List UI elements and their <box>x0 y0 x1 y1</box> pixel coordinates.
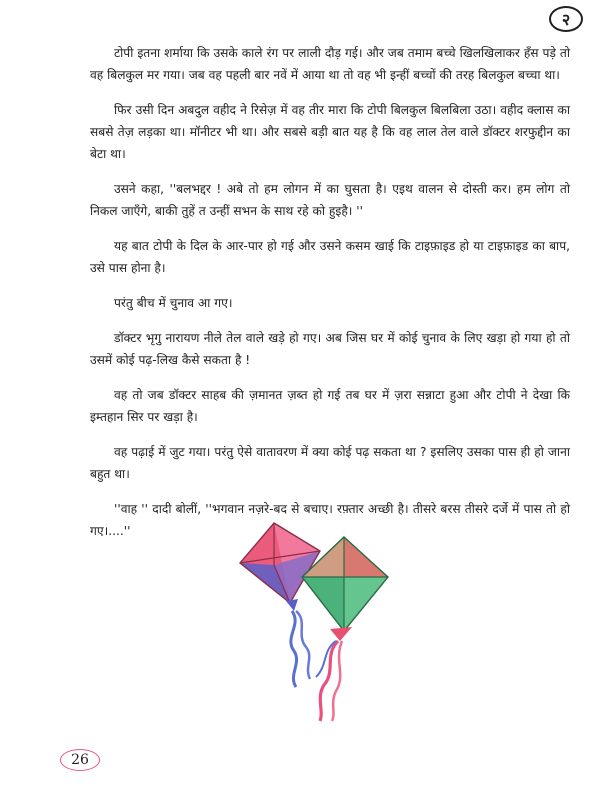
paragraph-8: वह पढ़ाई में जुट गया। परंतु ऐसे वातावरण में क्या कोई पढ़ सकता था ? इसलिए उसका पास ही हो जाना बहुत था। <box>90 445 570 481</box>
left-kite <box>240 523 320 687</box>
paragraph-3: उसने कहा, ''बलभद्दर ! अबे तो हम लोगन में का घुसता है। एइथ वालन से दोस्ती कर। हम लोग तो निकल जाएँगे, बाकी तुहें त उन्हीं सभन के साथ रहे को हुइहै। '' <box>90 182 570 218</box>
paragraph-6: डॉक्टर भृगु नारायण नीले तेल वाले खड़े हो गए। अब जिस घर में कोई चुनाव के लिए खड़ा हो गया हो तो उसमें कोई पढ़-लिख कैसे सकता है ! <box>90 331 570 367</box>
paragraph-1: टोपी इतना शर्माया कि उसके काले रंग पर लाली दौड़ गई। और जब तमाम बच्चे खिलखिलाकर हँस पड़े तो वह बिलकुल मर गया। जब वह पहली बार नवें में आया था तो वह भी इन्हीं बच्चों की तरह बिलकुल बच्चा था। <box>90 46 570 82</box>
paragraph-5: परंतु बीच में चुनाव आ गए। <box>114 296 233 310</box>
paragraph-7: वह तो जब डॉक्टर साहब की ज़मानत ज़ब्त हो गई तब घर में ज़रा सन्नाटा हुआ और टोपी ने देखा कि इम्तहान सिर पर खड़ा है। <box>90 388 570 424</box>
page-body-text <box>90 42 570 555</box>
paragraph-4: यह बात टोपी के दिल के आर-पार हो गई और उसने कसम खाई कि टाइफ़ाइड हो या टाइफ़ाइड का बाप, उसे पास होना है। <box>90 239 570 275</box>
right-kite <box>302 537 388 721</box>
page-number: 26 <box>60 749 100 771</box>
paragraph-2: फिर उसी दिन अबदुल वहीद ने रिसेज़ में वह तीर मारा कि टोपी बिलकुल बिलबिला उठा। वहीद क्लास का सबसे तेज़ लड़का था। मॉनीटर भी था। और सबसे बड़ी बात यह है कि वह लाल तेल वाले डॉक्टर शरफुद्दीन का बेटा था। <box>90 103 570 161</box>
kites-illustration <box>232 515 392 725</box>
paragraph-9: ''वाह '' दादी बोलीं, ''भगवान नज़रे-बद से बचाए। रफ़्तार अच्छी है। तीसरे बरस तीसरे दर्जे में पास तो हो गए।....'' <box>90 502 570 538</box>
chapter-number-mark: २ <box>549 6 583 32</box>
